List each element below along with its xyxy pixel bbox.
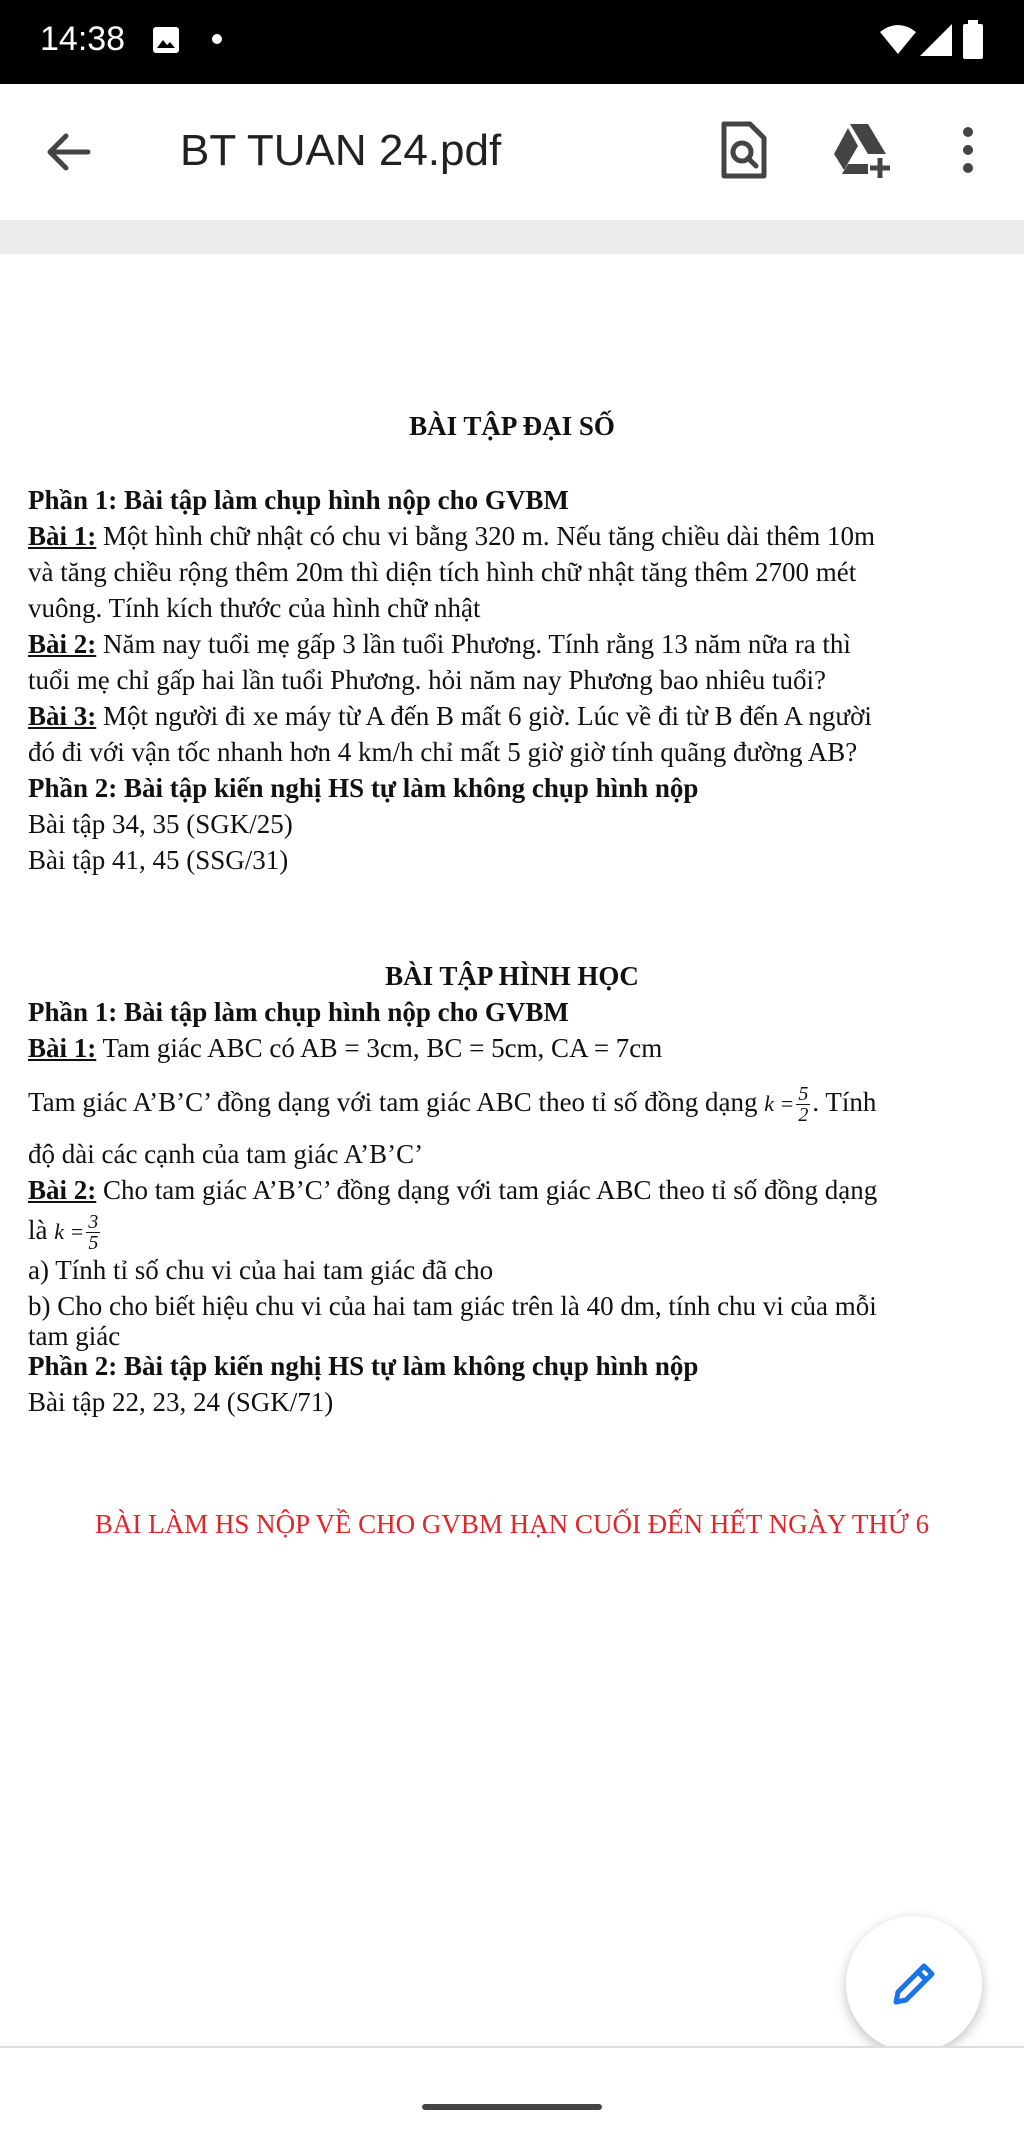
algebra-ex3-text: Một người đi xe máy từ A đến B mất 6 giờ. Lúc về đi từ B đến A người <box>96 701 872 731</box>
algebra-ex3-label: Bài 3: <box>28 701 97 731</box>
battery-icon <box>962 20 984 65</box>
home-gesture-handle[interactable] <box>422 2104 602 2110</box>
geometry-ex1-line2-pre: Tam giác A’B’C’ đồng dạng với tam giác ABC theo tỉ số đồng dạng <box>28 1087 765 1117</box>
geometry-part1-heading: Phần 1: Bài tập làm chụp hình nộp cho GVBM <box>28 997 569 1027</box>
app-bar <box>0 84 1024 220</box>
algebra-ex1-label: Bài 1: <box>28 521 97 551</box>
algebra-ex3-line1 <box>28 698 996 734</box>
back-arrow-icon <box>40 124 96 180</box>
algebra-homework-1: Bài tập 34, 35 (SGK/25) <box>28 809 293 839</box>
fraction-numerator: 5 <box>798 1083 809 1106</box>
more-vert-icon <box>950 120 986 180</box>
find-in-document-button[interactable] <box>716 120 772 180</box>
algebra-ex2-line1 <box>28 626 996 662</box>
geometry-ex1-fraction <box>796 1084 810 1125</box>
geometry-section <box>28 994 996 1420</box>
geometry-ex2-k: k = <box>54 1219 85 1244</box>
algebra-part1-heading: Phần 1: Bài tập làm chụp hình nộp cho GVBM <box>28 485 569 515</box>
status-bar <box>0 0 1024 84</box>
add-to-drive-icon <box>830 120 894 180</box>
geometry-homework: Bài tập 22, 23, 24 (SGK/71) <box>28 1387 334 1417</box>
find-in-document-icon <box>716 120 772 180</box>
algebra-ex3-line2: đó đi với vận tốc nhanh hơn 4 km/h chỉ mất 5 giờ giờ tính quãng đường AB? <box>28 737 858 767</box>
algebra-heading: BÀI TẬP ĐẠI SỐ <box>409 411 615 441</box>
geometry-ex1-line3: độ dài các cạnh của tam giác A’B’C’ <box>28 1139 424 1169</box>
signal-icon <box>918 22 954 63</box>
geometry-ex1-line1 <box>28 1030 996 1066</box>
deadline-notice: BÀI LÀM HS NỘP VỀ CHO GVBM HẠN CUỐI ĐẾN HẾT NGÀY THỨ 6 <box>94 1509 930 1539</box>
geometry-ex2-line2 <box>28 1208 996 1255</box>
page-gutter <box>0 220 1024 254</box>
algebra-ex2-text: Năm nay tuổi mẹ gấp 3 lần tuổi Phương. Tính rằng 13 năm nữa ra thì <box>96 629 851 659</box>
algebra-ex2-line2: tuổi mẹ chỉ gấp hai lần tuổi Phương. hỏi năm nay Phương bao nhiêu tuổi? <box>28 665 826 695</box>
geometry-item-b-line1: b) Cho cho biết hiệu chu vi của hai tam giác trên là 40 dm, tính chu vi của mỗi <box>28 1291 877 1321</box>
back-button[interactable] <box>40 124 96 180</box>
geometry-ex1-label: Bài 1: <box>28 1033 97 1063</box>
geometry-item-b-line2: tam giác <box>28 1321 121 1351</box>
geometry-heading: BÀI TẬP HÌNH HỌC <box>385 961 639 991</box>
algebra-ex2-label: Bài 2: <box>28 629 97 659</box>
geometry-ex2-fraction <box>86 1212 100 1253</box>
notification-dot <box>212 34 222 44</box>
geometry-ex1-k: k = <box>764 1091 795 1116</box>
geometry-item-a: a) Tính tỉ số chu vi của hai tam giác đã cho <box>28 1255 494 1285</box>
more-options-button[interactable] <box>950 120 986 180</box>
system-nav-bar <box>0 2046 1024 2133</box>
fraction-denominator: 5 <box>88 1232 99 1255</box>
fraction-numerator: 3 <box>88 1211 99 1234</box>
algebra-ex1-line2: và tăng chiều rộng thêm 20m thì diện tích hình chữ nhật tăng thêm 2700 mét <box>28 557 857 587</box>
pdf-page[interactable] <box>0 254 1024 2054</box>
geometry-ex1-line2 <box>28 1078 996 1126</box>
geometry-ex2-label: Bài 2: <box>28 1175 97 1205</box>
algebra-ex1-text: Một hình chữ nhật có chu vi bằng 320 m. Nếu tăng chiều dài thêm 10m <box>96 521 875 551</box>
edit-fab-button[interactable] <box>846 1916 982 2052</box>
geometry-ex1-text: Tam giác ABC có AB = 3cm, BC = 5cm, CA = 7cm <box>96 1033 663 1063</box>
document-title: BT TUAN 24.pdf <box>180 126 502 175</box>
geometry-ex2-line1 <box>28 1172 996 1208</box>
algebra-ex1-line3: vuông. Tính kích thước của hình chữ nhật <box>28 593 481 623</box>
geometry-ex2-line2-pre: là <box>28 1215 55 1245</box>
wifi-icon <box>878 22 918 61</box>
edit-pencil-icon <box>888 1958 940 2010</box>
add-to-drive-button[interactable] <box>830 120 894 180</box>
geometry-part2-heading: Phần 2: Bài tập kiến nghị HS tự làm không chụp hình nộp <box>28 1351 699 1381</box>
algebra-section <box>28 482 996 878</box>
status-time: 14:38 <box>40 20 126 58</box>
photo-icon <box>152 26 180 54</box>
algebra-part2-heading: Phần 2: Bài tập kiến nghị HS tự làm không chụp hình nộp <box>28 773 699 803</box>
geometry-ex1-line2-post: . Tính <box>812 1087 877 1117</box>
algebra-ex1-line1 <box>28 518 996 554</box>
geometry-ex2-text: Cho tam giác A’B’C’ đồng dạng với tam giác ABC theo tỉ số đồng dạng <box>96 1175 878 1205</box>
fraction-denominator: 2 <box>798 1104 809 1127</box>
algebra-homework-2: Bài tập 41, 45 (SSG/31) <box>28 845 289 875</box>
